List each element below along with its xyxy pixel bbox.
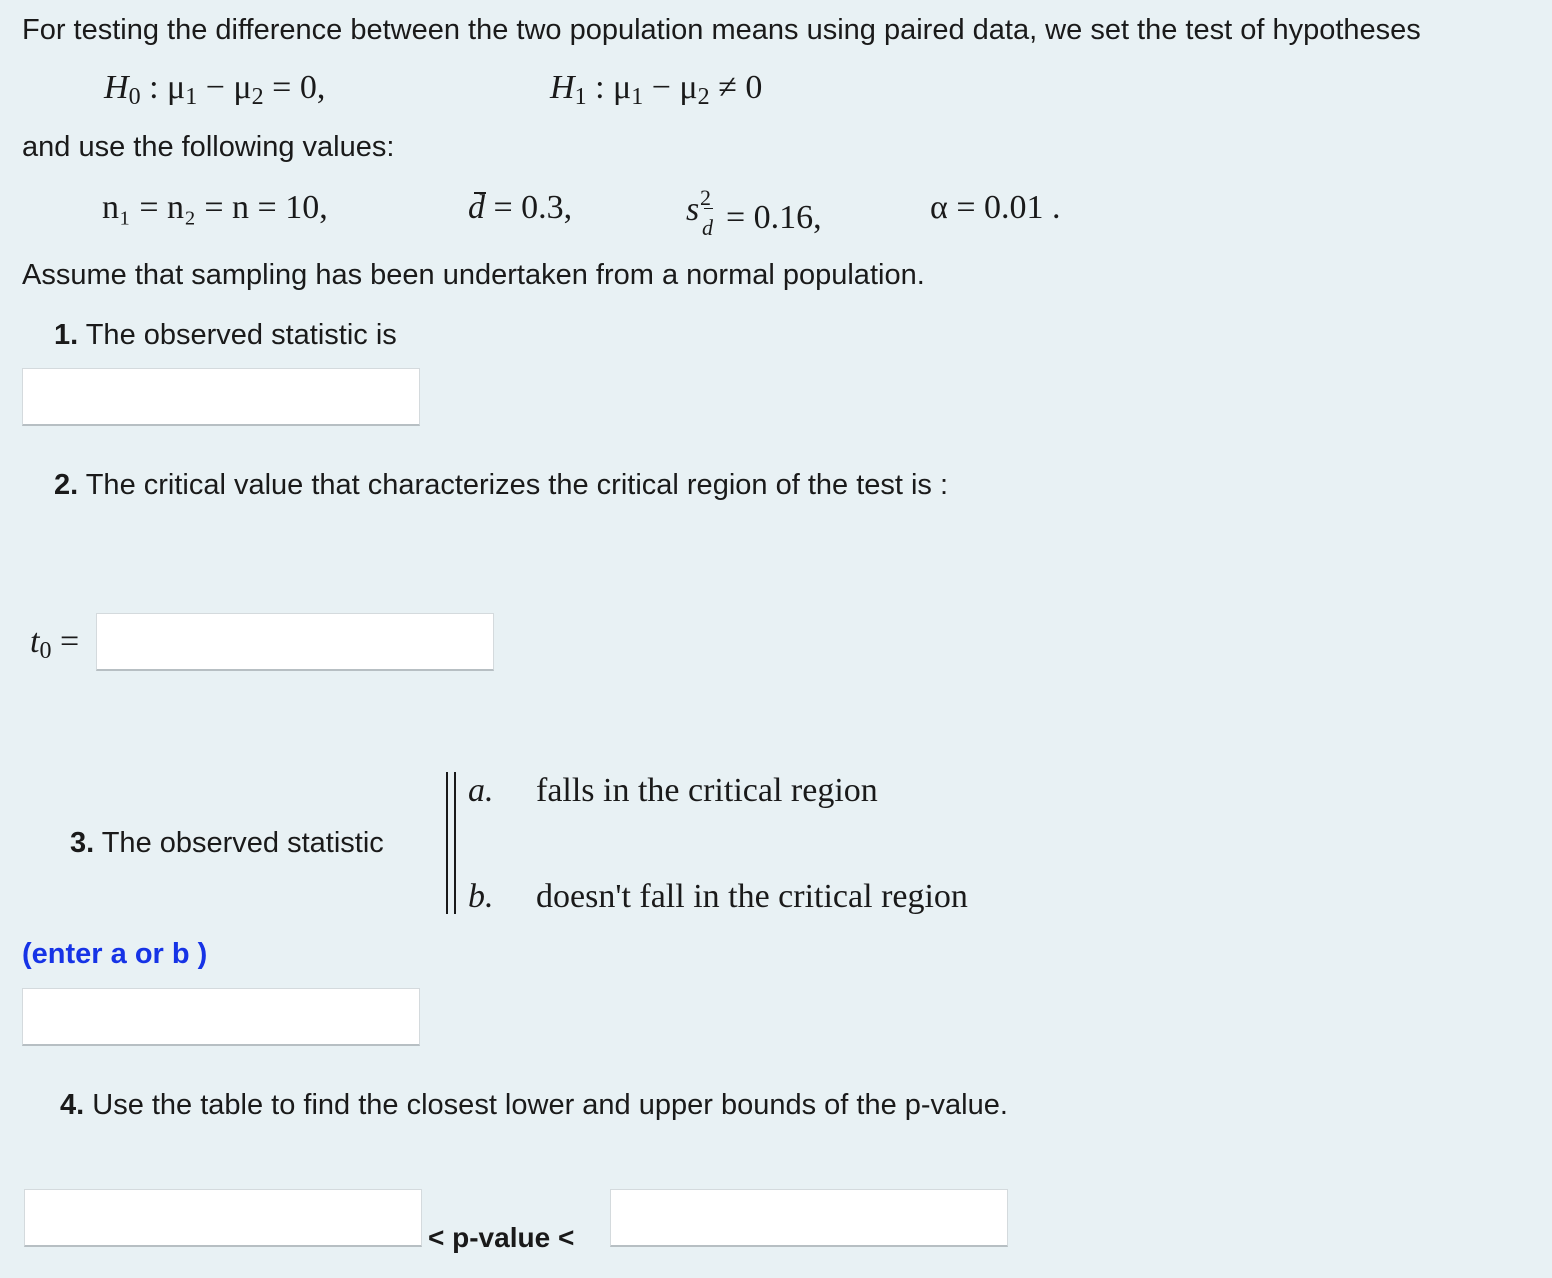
question-1-number: 1. [54, 319, 79, 351]
t0-label [30, 622, 79, 662]
h1-subscript: 1 [574, 84, 587, 110]
h0-subscript: 0 [128, 84, 141, 110]
s-squared-d-symbol: s 2 d [686, 185, 713, 240]
pvalue-upper-bound-input[interactable] [610, 1189, 1008, 1247]
alpha-value: α = 0.01 . [930, 189, 1061, 226]
variance-number: = 0.16, [726, 199, 822, 236]
option-a-text: falls in the critical region [536, 772, 878, 809]
h0-equals-zero: = 0, [263, 69, 326, 106]
h1-not-equal-zero: ≠ 0 [709, 69, 763, 106]
alternative-hypothesis [550, 68, 762, 108]
problem-intro: For testing the difference between the two population means using paired data, we set the test of hypotheses [22, 14, 1421, 46]
t0-equals: = [51, 623, 80, 660]
h1-minus-mu: − μ [643, 69, 698, 106]
observed-statistic-input[interactable] [22, 368, 420, 426]
question-4-text: Use the table to find the closest lower and upper bounds of the p-value. [84, 1089, 1008, 1121]
critical-region-answer-input[interactable] [22, 988, 420, 1046]
values-intro: and use the following values: [22, 131, 395, 163]
h1-mu1-subscript: 1 [631, 84, 644, 110]
question-3-text: The observed statistic [94, 827, 384, 859]
question-1 [54, 317, 397, 353]
option-a-letter: a. [468, 772, 494, 809]
question-2-number: 2. [54, 469, 79, 501]
pvalue-lower-bound-input[interactable] [24, 1189, 422, 1247]
option-b-text: doesn't fall in the critical region [536, 878, 968, 915]
h1-symbol: H [550, 69, 575, 106]
answer-hint: (enter a or b ) [22, 938, 208, 970]
t-symbol: t [30, 623, 40, 660]
mean-difference-number: = 0.3, [493, 189, 573, 226]
pvalue-label: < p-value < [428, 1222, 575, 1253]
options-bracket-left [446, 772, 448, 914]
question-3 [70, 825, 384, 861]
h0-symbol: H [104, 69, 129, 106]
h1-colon-mu: : μ [586, 69, 632, 106]
option-b-letter: b. [468, 878, 494, 915]
h1-mu2-subscript: 2 [697, 84, 710, 110]
d-bar-symbol: d [468, 189, 485, 226]
mean-difference-value [468, 188, 572, 228]
h0-mu2-subscript: 2 [251, 84, 264, 110]
question-3-number: 3. [70, 827, 95, 859]
t-subscript: 0 [39, 638, 52, 664]
h0-colon-mu: : μ [140, 69, 186, 106]
normality-assumption: Assume that sampling has been undertaken from a normal population. [22, 259, 925, 291]
question-1-text: The observed statistic is [78, 319, 397, 351]
null-hypothesis [104, 68, 325, 108]
h0-mu1-subscript: 1 [185, 84, 198, 110]
h0-minus-mu: − μ [197, 69, 252, 106]
sample-size-value: n₁ = n₂ = n = 10, [102, 189, 328, 226]
question-4-number: 4. [60, 1089, 85, 1121]
options-bracket-right [454, 772, 456, 914]
question-2 [54, 467, 948, 503]
critical-value-input[interactable] [96, 613, 494, 671]
question-4 [60, 1087, 1008, 1123]
question-2-text: The critical value that characterizes the critical region of the test is : [78, 469, 949, 501]
variance-value [686, 185, 822, 240]
